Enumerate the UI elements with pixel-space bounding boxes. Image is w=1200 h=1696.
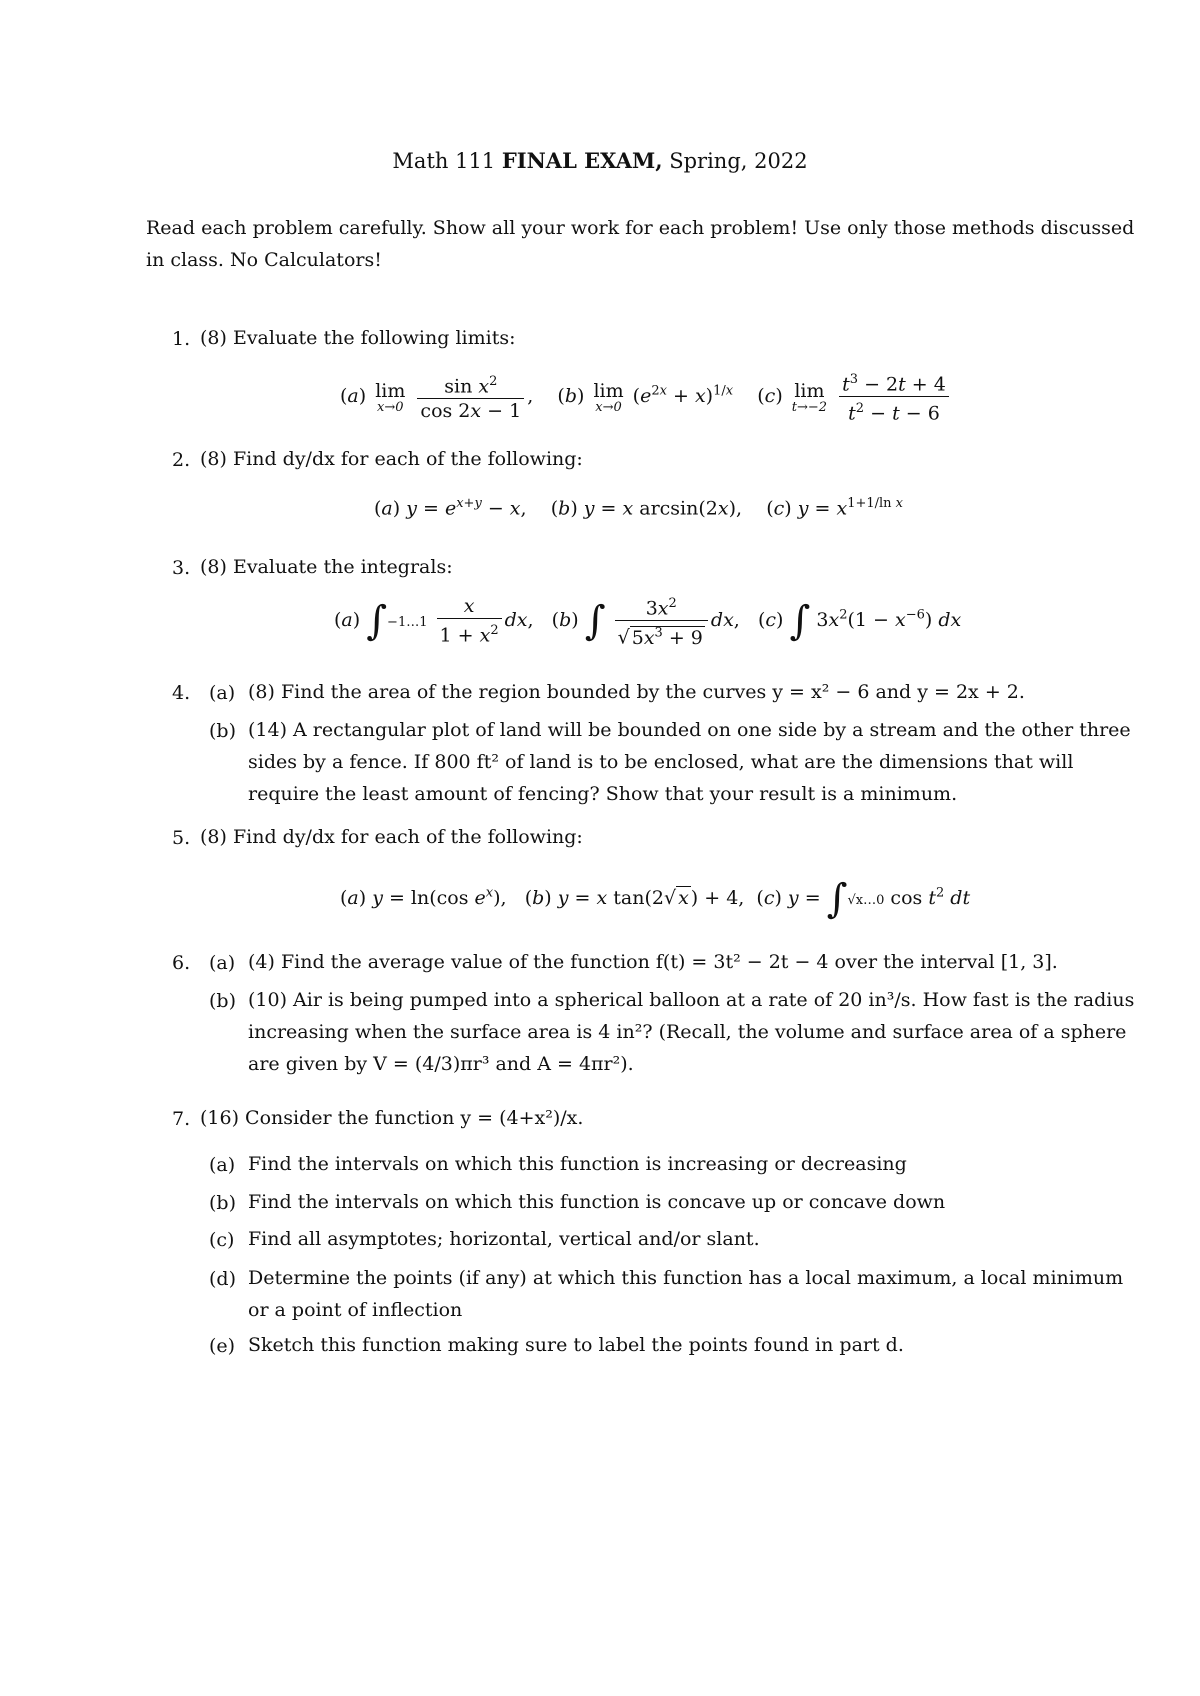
problem-6a-label: (a) [209,952,236,974]
problem-7d-text: Determine the points (if any) at which this function has a local maximum, a local minimum or a point of inflection [248,1267,1124,1321]
problem-7b-text: Find the intervals on which this function is concave up or concave down [248,1191,946,1213]
problem-7d-label: (d) [209,1268,236,1290]
problem-4b-text: (14) A rectangular plot of land will be bounded on one side by a stream and the other three sides by a fence. If 800 ft² of land is to be enclosed, what are the dimensions that will require the least amount of fencing? Show that your result is a minimum. [248,719,1131,805]
problem-7e-text: Sketch this function making sure to label the points found in part d. [248,1334,904,1356]
term-label: Spring, 2022 [662,149,808,173]
instructions: Read each problem carefully. Show all your work for each problem! Use only those methods discussed in class. No Calculators! [146,217,1135,271]
problem-7c-text: Find all asymptotes; horizontal, vertical and/or slant. [248,1228,760,1250]
exam-label: FINAL EXAM, [501,148,663,173]
problem-6-number: 6. [172,952,191,974]
problem-3-number: 3. [172,557,191,579]
problem-4a-text: (8) Find the area of the region bounded by the curves y = x² − 6 and y = 2x + 2. [248,681,1025,703]
problem-1-number: 1. [172,328,191,350]
problem-1-text: (8) Evaluate the following limits: [200,327,516,349]
problem-2-text: (8) Find dy/dx for each of the following: [200,448,583,470]
problem-4-number: 4. [172,682,191,704]
problem-7e-label: (e) [209,1335,236,1357]
problem-7a-label: (a) [209,1154,236,1176]
problem-1-math: (a) lim x→0 $\frac{\sin x^2}{\cos 2x - 1}$ , (b) lim x→0 $(e^{2x} + x)^{1/x}$ (c) lim t→−2 $\frac{t^3 - 2t + 4}{t^2 - t - 6}$ [340,368,952,426]
course-label: Math 111 [392,149,502,173]
problem-7-text: (16) Consider the function y = (4+x²)/x. [200,1107,584,1129]
exam-title [0,148,1200,173]
problem-3-math: (a) ∫−1…1 $\frac{x}{1 + x^2}$ dx, (b) ∫ $\frac{3x^2}{√ 5x^3 + 9}$ dx, (c) ∫ $3x^2(1 - x^{-6})$ dx [334,595,962,649]
problem-6a-text: (4) Find the average value of the function f(t) = 3t² − 2t − 4 over the interval [1, 3]. [248,951,1058,973]
problem-7b-label: (b) [209,1192,236,1214]
problem-2-math: (a) $y = e^{x+y} - x$, (b) y = x arcsin(2x), (c) $y = x^{1+1/ln x}$ [374,496,904,520]
problem-6b-text: (10) Air is being pumped into a spherical balloon at a rate of 20 in³/s. How fast is the radius increasing when the surface area is 4 in²? (Recall, the volume and surface area of a sphere are given by V = (4/3)πr³ and A = 4πr²). [248,989,1135,1075]
problem-4a-label: (a) [209,682,236,704]
problem-5-number: 5. [172,827,191,849]
problem-6b-label: (b) [209,990,236,1012]
problem-5-text: (8) Find dy/dx for each of the following: [200,826,583,848]
problem-7a-text: Find the intervals on which this function is increasing or decreasing [248,1153,907,1175]
problem-2-number: 2. [172,449,191,471]
problem-5-math: (a) y = ln(cos $e^x$), (b) y = x tan(2√ x ) + 4, (c) y = ∫√x…0 $\cos t^2$ dt [340,876,971,922]
problem-7c-label: (c) [209,1229,235,1251]
problem-7-number: 7. [172,1108,191,1130]
problem-4b-label: (b) [209,720,236,742]
problem-3-text: (8) Evaluate the integrals: [200,556,453,578]
